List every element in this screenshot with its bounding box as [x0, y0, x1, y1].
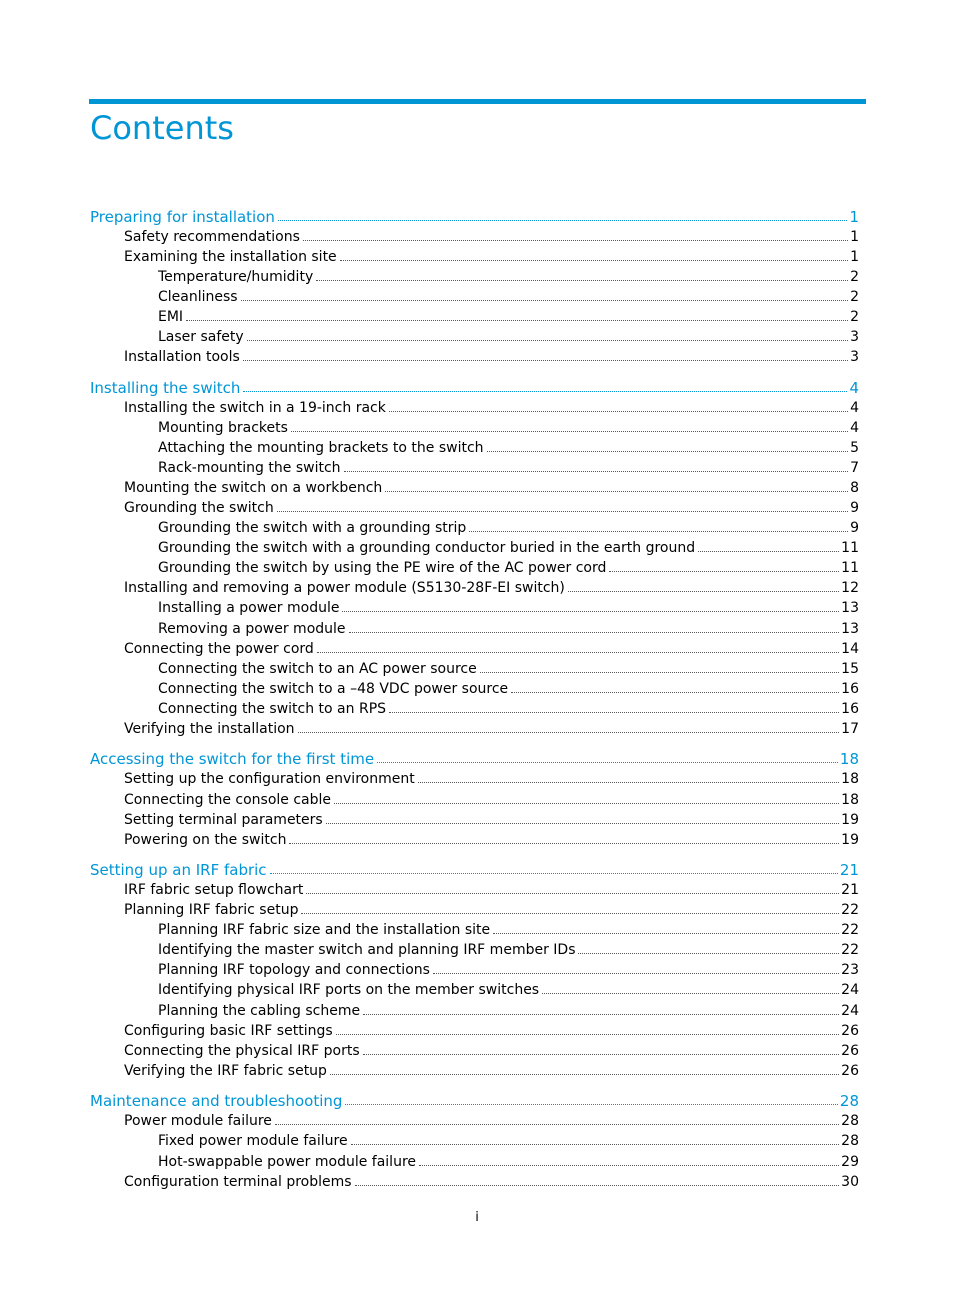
toc-entry-label: Installing a power module [158, 600, 340, 616]
toc-entry-page-number: 17 [841, 721, 859, 737]
toc-entry-label: Laser safety [158, 329, 244, 345]
toc-dot-leader [301, 913, 839, 914]
toc-dot-leader [336, 1034, 840, 1035]
toc-entry-page-number: 16 [841, 681, 859, 697]
toc-entry-page-number: 26 [841, 1023, 859, 1039]
toc-dot-leader [355, 1185, 840, 1186]
toc-dot-leader [363, 1014, 839, 1015]
toc-section-entry[interactable] [158, 287, 859, 307]
toc-entry-page-number: 11 [841, 540, 859, 556]
toc-entry-page-number: 4 [850, 420, 859, 436]
toc-dot-leader [578, 953, 839, 954]
toc-entry-label: Installing the switch in a 19-inch rack [124, 400, 386, 416]
toc-section-entry[interactable] [158, 327, 859, 347]
toc-section-entry[interactable] [124, 790, 859, 810]
toc-dot-leader [385, 491, 848, 492]
toc-entry-page-number: 11 [841, 560, 859, 576]
toc-entry-label: Connecting the switch to an AC power source [158, 661, 477, 677]
toc-section-entry[interactable] [124, 880, 859, 900]
toc-section-entry[interactable] [124, 247, 859, 267]
toc-entry-label: Grounding the switch with a grounding conductor buried in the earth ground [158, 540, 696, 556]
toc-dot-leader [303, 240, 848, 241]
toc-section-entry[interactable] [124, 769, 859, 789]
toc-section-entry[interactable] [158, 960, 859, 980]
toc-section-entry[interactable] [124, 719, 859, 739]
toc-dot-leader [698, 551, 839, 552]
toc-entry-label: Grounding the switch by using the PE wire of the AC power cord [158, 560, 607, 576]
toc-section-entry[interactable] [158, 1152, 859, 1172]
toc-entry-label: Configuration terminal problems [124, 1174, 352, 1190]
toc-entry-label: Planning the cabling scheme [158, 1003, 361, 1019]
toc-entry-page-number: 29 [841, 1154, 859, 1170]
toc-section-entry[interactable] [158, 598, 859, 618]
toc-dot-leader [419, 1165, 839, 1166]
toc-entry-page-number: 2 [850, 289, 859, 305]
toc-dot-leader [480, 672, 839, 673]
toc-section-entry[interactable] [124, 398, 859, 418]
toc-entry-page-number: 30 [841, 1174, 859, 1190]
toc-dot-leader [340, 260, 848, 261]
toc-entry-page-number: 5 [850, 440, 859, 456]
toc-dot-leader [243, 360, 848, 361]
toc-entry-page-number: 14 [841, 641, 859, 657]
toc-entry-label: Identifying physical IRF ports on the member switches [158, 982, 540, 998]
toc-section-entry[interactable] [124, 1021, 859, 1041]
toc-entry-label: Mounting the switch on a workbench [124, 480, 383, 496]
toc-entry-page-number: 9 [850, 520, 859, 536]
toc-dot-leader [298, 732, 840, 733]
toc-dot-leader [511, 692, 839, 693]
toc-section-entry[interactable] [124, 639, 859, 659]
toc-dot-leader [418, 782, 839, 783]
toc-entry-label: Mounting brackets [158, 420, 288, 436]
toc-entry-label: Power module failure [124, 1113, 272, 1129]
toc-entry-page-number: 18 [841, 792, 859, 808]
toc-section-entry[interactable] [158, 558, 859, 578]
toc-dot-leader [493, 933, 839, 934]
toc-entry-label: Installation tools [124, 349, 240, 365]
toc-entry-label: Setting up an IRF fabric [90, 861, 267, 879]
toc-entry-label: Connecting the switch to an RPS [158, 701, 387, 717]
toc-entry-label: Configuring basic IRF settings [124, 1023, 333, 1039]
toc-section-entry[interactable] [124, 900, 859, 920]
toc-dot-leader [377, 762, 838, 763]
toc-dot-leader [542, 993, 839, 994]
toc-section-entry[interactable] [158, 458, 859, 478]
toc-entry-label: Planning IRF fabric size and the installation site [158, 922, 491, 938]
toc-section-entry[interactable] [158, 679, 859, 699]
toc-section-entry[interactable] [124, 498, 859, 518]
toc-dot-leader [278, 220, 848, 221]
toc-entry-label: Connecting the physical IRF ports [124, 1043, 360, 1059]
toc-section-entry[interactable] [124, 810, 859, 830]
toc-section-entry[interactable] [124, 1041, 859, 1061]
toc-dot-leader [568, 591, 839, 592]
toc-dot-leader [291, 431, 848, 432]
toc-dot-leader [186, 320, 848, 321]
toc-dot-leader [344, 471, 849, 472]
toc-entry-label: Safety recommendations [124, 229, 300, 245]
toc-entry-label: Accessing the switch for the first time [90, 750, 375, 768]
toc-entry-label: Installing and removing a power module (S5130-28F-EI switch) [124, 580, 565, 596]
toc-dot-leader [363, 1054, 840, 1055]
toc-section-entry[interactable] [124, 478, 859, 498]
toc-section-entry[interactable] [158, 980, 859, 1000]
toc-entry-label: Connecting the switch to a –48 VDC power source [158, 681, 509, 697]
toc-dot-leader [351, 1144, 840, 1145]
toc-section-entry[interactable] [158, 267, 859, 287]
toc-entry-page-number: 19 [841, 812, 859, 828]
toc-section-entry[interactable] [158, 307, 859, 327]
toc-entry-page-number: 24 [841, 1003, 859, 1019]
toc-entry-page-number: 23 [841, 962, 859, 978]
toc-entry-page-number: 12 [841, 580, 859, 596]
toc-entry-label: Attaching the mounting brackets to the switch [158, 440, 484, 456]
toc-dot-leader [389, 712, 839, 713]
toc-dot-leader [334, 803, 839, 804]
toc-dot-leader [326, 823, 839, 824]
toc-section-entry[interactable] [124, 347, 859, 367]
toc-entry-label: Preparing for installation [90, 208, 275, 226]
toc-dot-leader [316, 280, 848, 281]
toc-dot-leader [289, 843, 839, 844]
toc-section-entry[interactable] [158, 940, 859, 960]
toc-entry-page-number: 13 [841, 621, 859, 637]
toc-entry-page-number: 2 [850, 269, 859, 285]
toc-entry-page-number: 3 [850, 329, 859, 345]
toc-dot-leader [241, 300, 848, 301]
toc-dot-leader [275, 1124, 839, 1125]
toc-chapter-entry[interactable] [90, 378, 859, 398]
toc-entry-label: Temperature/humidity [158, 269, 314, 285]
toc-entry-page-number: 21 [839, 861, 859, 879]
toc-chapter-entry[interactable] [90, 1091, 859, 1111]
toc-section-entry[interactable] [158, 1001, 859, 1021]
toc-entry-page-number: 1 [849, 208, 859, 226]
toc-entry-label: Setting terminal parameters [124, 812, 323, 828]
toc-entry-label: Hot-swappable power module failure [158, 1154, 417, 1170]
toc-dot-leader [270, 873, 838, 874]
toc-entry-label: Maintenance and troubleshooting [90, 1092, 343, 1110]
toc-dot-leader [342, 611, 839, 612]
toc-dot-leader [345, 1104, 837, 1105]
toc-dot-leader [433, 973, 839, 974]
toc-dot-leader [277, 511, 848, 512]
toc-entry-label: Powering on the switch [124, 832, 287, 848]
toc-entry-label: Connecting the console cable [124, 792, 332, 808]
toc-entry-page-number: 16 [841, 701, 859, 717]
toc-entry-page-number: 18 [839, 750, 859, 768]
toc-entry-label: Connecting the power cord [124, 641, 314, 657]
toc-entry-label: IRF fabric setup flowchart [124, 882, 304, 898]
toc-dot-leader [243, 391, 847, 392]
toc-entry-page-number: 7 [850, 460, 859, 476]
toc-dot-leader [306, 893, 839, 894]
toc-section-entry[interactable] [124, 227, 859, 247]
toc-entry-label: Planning IRF fabric setup [124, 902, 299, 918]
toc-dot-leader [349, 632, 840, 633]
toc-entry-page-number: 24 [841, 982, 859, 998]
toc-entry-label: Cleanliness [158, 289, 238, 305]
toc-section-entry[interactable] [158, 920, 859, 940]
toc-entry-label: Verifying the installation [124, 721, 295, 737]
toc-entry-label: Examining the installation site [124, 249, 337, 265]
toc-entry-page-number: 28 [841, 1133, 859, 1149]
toc-section-entry[interactable] [124, 830, 859, 850]
toc-dot-leader [487, 451, 849, 452]
toc-entry-page-number: 4 [850, 400, 859, 416]
toc-entry-label: Rack-mounting the switch [158, 460, 341, 476]
toc-entry-page-number: 13 [841, 600, 859, 616]
toc-entry-label: Setting up the configuration environment [124, 771, 415, 787]
toc-entry-page-number: 22 [841, 922, 859, 938]
toc-entry-page-number: 2 [850, 309, 859, 325]
toc-entry-page-number: 21 [841, 882, 859, 898]
page-number-footer: i [475, 1210, 479, 1225]
toc-entry-label: Removing a power module [158, 621, 346, 637]
toc-entry-page-number: 3 [850, 349, 859, 365]
toc-entry-page-number: 18 [841, 771, 859, 787]
toc-entry-page-number: 26 [841, 1063, 859, 1079]
toc-dot-leader [609, 571, 839, 572]
toc-entry-label: Planning IRF topology and connections [158, 962, 430, 978]
toc-section-entry[interactable] [158, 518, 859, 538]
toc-entry-label: Grounding the switch with a grounding strip [158, 520, 467, 536]
toc-section-entry[interactable] [124, 578, 859, 598]
toc-entry-page-number: 15 [841, 661, 859, 677]
toc-section-entry[interactable] [124, 1061, 859, 1081]
toc-dot-leader [317, 652, 839, 653]
page-title: Contents [90, 109, 234, 147]
toc-entry-page-number: 22 [841, 902, 859, 918]
toc-section-entry[interactable] [158, 699, 859, 719]
toc-section-entry[interactable] [158, 1131, 859, 1151]
toc-entry-page-number: 1 [850, 229, 859, 245]
toc-dot-leader [330, 1074, 839, 1075]
toc-section-entry[interactable] [158, 438, 859, 458]
toc-entry-page-number: 26 [841, 1043, 859, 1059]
toc-entry-page-number: 22 [841, 942, 859, 958]
toc-entry-label: EMI [158, 309, 184, 325]
toc-entry-page-number: 8 [850, 480, 859, 496]
toc-entry-label: Grounding the switch [124, 500, 274, 516]
toc-section-entry[interactable] [124, 1172, 859, 1192]
toc-entry-label: Identifying the master switch and planning IRF member IDs [158, 942, 576, 958]
toc-entry-page-number: 9 [850, 500, 859, 516]
toc-dot-leader [389, 411, 848, 412]
toc-entry-page-number: 1 [850, 249, 859, 265]
toc-entry-page-number: 19 [841, 832, 859, 848]
toc-chapter-entry[interactable] [90, 860, 859, 880]
toc-section-entry[interactable] [158, 538, 859, 558]
toc-section-entry[interactable] [124, 1111, 859, 1131]
toc-section-entry[interactable] [158, 659, 859, 679]
toc-chapter-entry[interactable] [90, 749, 859, 769]
toc-dot-leader [469, 531, 848, 532]
toc-entry-label: Fixed power module failure [158, 1133, 348, 1149]
toc-chapter-entry[interactable] [90, 207, 859, 227]
toc-section-entry[interactable] [158, 418, 859, 438]
toc-entry-page-number: 28 [839, 1092, 859, 1110]
toc-section-entry[interactable] [158, 619, 859, 639]
toc-entry-page-number: 4 [849, 379, 859, 397]
toc-entry-label: Installing the switch [90, 379, 241, 397]
toc-entry-label: Verifying the IRF fabric setup [124, 1063, 327, 1079]
toc-entry-page-number: 28 [841, 1113, 859, 1129]
toc-dot-leader [247, 340, 848, 341]
